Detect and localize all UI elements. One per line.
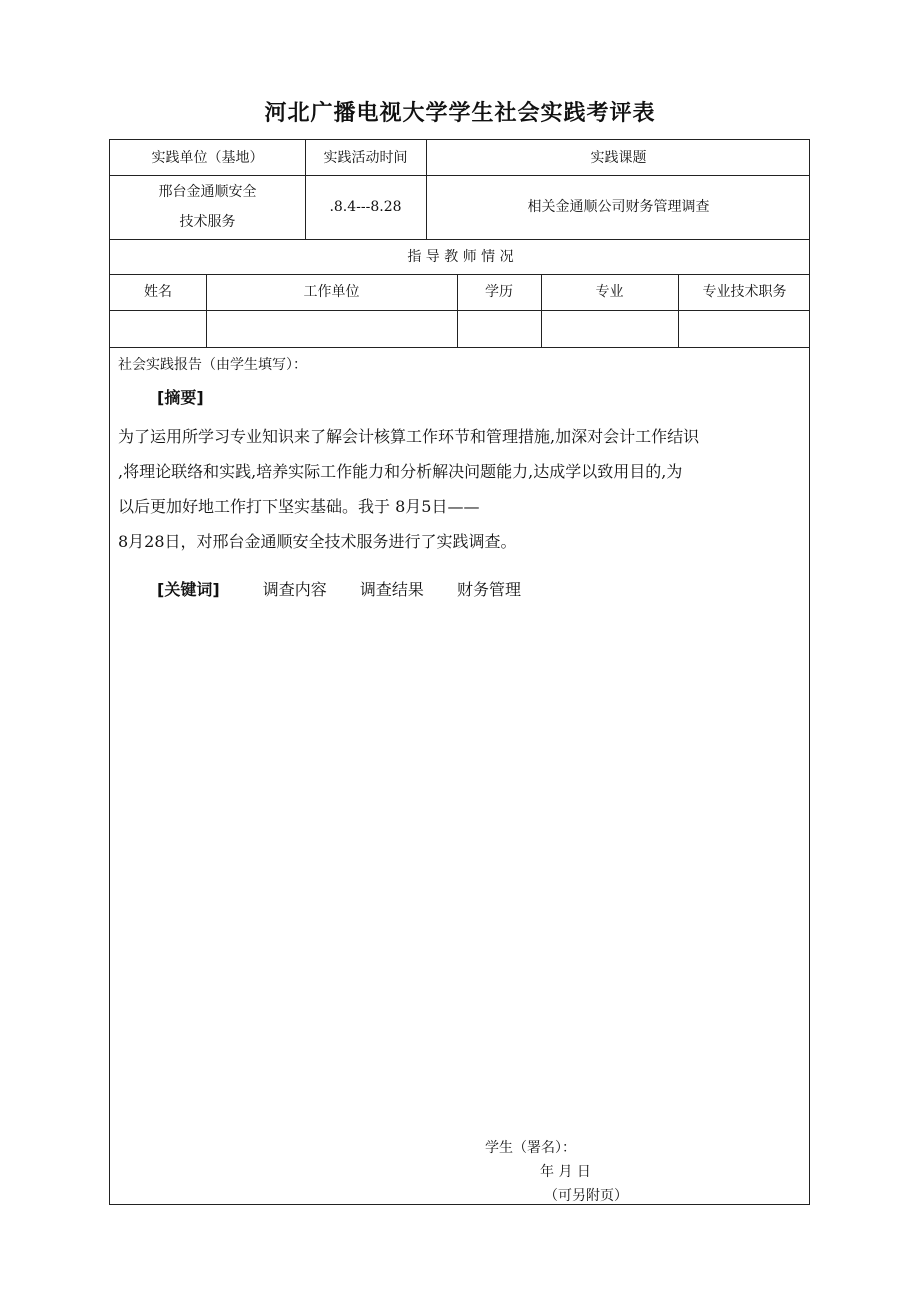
teacher-major-header: 专业: [595, 284, 624, 300]
evaluation-form: [109, 139, 810, 1205]
teacher-workplace-cell: [206, 310, 457, 347]
keywords-row: [157, 577, 549, 600]
teacher-education-cell: [457, 310, 541, 347]
page-title: 河北广播电视大学学生社会实践考评表: [264, 101, 656, 126]
student-signature-label: 学生（署名）：: [485, 1140, 576, 1156]
abstract-line: 以后更加好地工作打下坚实基础。我于 8月5日——: [118, 497, 480, 516]
practice-time-value: .8.4---8.28: [329, 199, 402, 215]
abstract-line: 8月28日，对邢台金通顺安全技术服务进行了实践调查。: [118, 532, 517, 551]
teacher-workplace-header: 工作单位: [303, 284, 360, 300]
practice-unit-header: 实践单位（基地）: [151, 149, 264, 166]
row-divider: [110, 347, 809, 348]
teacher-name-cell: [110, 310, 206, 347]
abstract-heading: [摘要]: [157, 388, 204, 407]
keyword: 调查结果: [359, 580, 424, 599]
signature-date: 年 月 日: [540, 1164, 591, 1180]
practice-topic-header: 实践课题: [590, 149, 647, 166]
practice-time-header: 实践活动时间: [323, 149, 408, 166]
report-label: 社会实践报告（由学生填写）：: [118, 357, 307, 373]
abstract-line: ,将理论联络和实践,培养实际工作能力和分析解决问题能力,达成学以致用目的,为: [118, 462, 683, 481]
keywords-heading: [关键词]: [157, 580, 220, 599]
practice-unit-line2: 技术服务: [179, 214, 236, 230]
teacher-name-header: 姓名: [144, 284, 172, 300]
practice-topic-value: 相关金通顺公司财务管理调查: [527, 199, 710, 215]
abstract-line: 为了运用所学习专业知识来了解会计核算工作环节和管理措施,加深对会计工作结识: [118, 427, 700, 446]
practice-unit-value: [110, 175, 305, 239]
practice-unit-line1: 邢台金通顺安全: [158, 184, 257, 200]
teacher-section-title: 指 导 教 师 情 况: [407, 248, 514, 265]
keyword: 财务管理: [456, 580, 521, 599]
teacher-education-header: 学历: [485, 284, 513, 300]
attachment-note: （可另附页）: [544, 1188, 628, 1204]
teacher-major-cell: [541, 310, 678, 347]
keyword: 调查内容: [262, 580, 327, 599]
teacher-title-header: 专业技术职务: [702, 284, 787, 300]
teacher-title-cell: [678, 310, 811, 347]
abstract-text: [118, 419, 808, 559]
